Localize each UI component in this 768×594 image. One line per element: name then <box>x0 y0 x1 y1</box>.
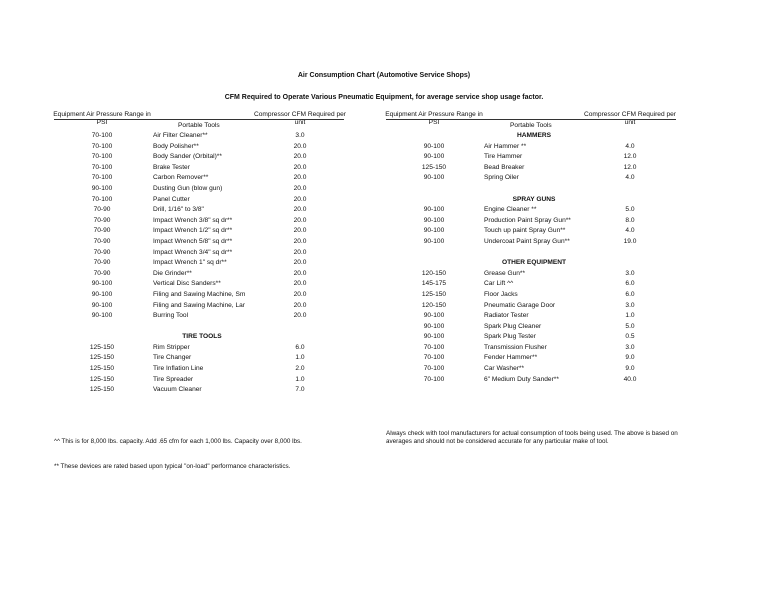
cfm-cell: 20.0 <box>293 195 307 203</box>
tool-name-cell: Floor Jacks <box>484 290 518 298</box>
table-row <box>384 163 684 174</box>
cfm-cell: 20.0 <box>293 184 307 192</box>
cfm-cell: 20.0 <box>293 290 307 298</box>
tool-name-cell: Tire Changer <box>153 354 192 362</box>
table-row <box>52 301 352 312</box>
table-row <box>52 290 352 301</box>
cfm-cell: 6.0 <box>295 343 305 351</box>
cfm-cell: 20.0 <box>293 206 307 214</box>
tool-name-cell: Filing and Sawing Machine, Sm <box>153 290 246 298</box>
tool-name-cell: Pneumatic Garage Door <box>484 301 556 309</box>
table-row <box>52 375 352 386</box>
cfm-cell: 20.0 <box>293 301 307 309</box>
cfm-cell: 4.0 <box>625 227 635 235</box>
tool-name-cell: Impact Wrench 3/8" sq dr** <box>153 216 233 224</box>
tire-tools-rows <box>52 343 352 396</box>
pressure-range-cell: 90-100 <box>91 280 113 288</box>
pressure-range-cell: 125-150 <box>421 290 447 298</box>
table-row <box>52 152 352 163</box>
pressure-range-cell: 90-100 <box>423 142 445 150</box>
table-row <box>384 152 684 163</box>
tool-name-cell: Vacuum Cleaner <box>153 386 202 394</box>
pressure-range-cell: 90-100 <box>91 184 113 192</box>
tool-name-cell: Body Polisher** <box>153 142 199 150</box>
pressure-range-cell: 70-100 <box>423 375 445 383</box>
cfm-cell: 6.0 <box>625 280 635 288</box>
tool-name-cell: Spark Plug Cleaner <box>484 322 542 330</box>
tool-name-cell: Panel Cutter <box>153 195 190 203</box>
cfm-cell: 8.0 <box>625 216 635 224</box>
pressure-range-cell: 90-100 <box>423 322 445 330</box>
tool-name-cell: Car Washer** <box>484 365 525 373</box>
cfm-cell: 5.0 <box>625 206 635 214</box>
table-row <box>384 311 684 322</box>
cfm-cell: 20.0 <box>293 280 307 288</box>
header-cfm-required: Compressor CFM Required per unit <box>254 111 346 126</box>
cfm-cell: 7.0 <box>295 386 305 394</box>
chart-title: Air Consumption Chart (Automotive Service Shops) <box>297 72 471 79</box>
tool-name-cell: 6" Medium Duty Sander** <box>484 375 559 383</box>
tool-name-cell: Burring Tool <box>153 312 189 320</box>
tool-name-cell: Tire Spreader <box>153 375 194 383</box>
left-table <box>52 111 352 396</box>
cfm-cell: 1.0 <box>295 375 305 383</box>
tool-name-cell: Bead Breaker <box>484 163 525 171</box>
pressure-range-cell: 70-90 <box>93 237 111 245</box>
tool-name-cell: Drill, 1/16" to 3/8" <box>153 206 204 214</box>
pressure-range-cell: 90-100 <box>91 312 113 320</box>
table-row <box>384 353 684 364</box>
pressure-range-cell: 125-150 <box>89 343 115 351</box>
table-row <box>384 216 684 227</box>
pressure-range-cell: 70-100 <box>91 163 113 171</box>
table-row <box>384 173 684 184</box>
pressure-range-cell: 70-90 <box>93 227 111 235</box>
pressure-range-cell: 90-100 <box>423 333 445 341</box>
tool-name-cell: Air Hammer ** <box>484 142 527 150</box>
tool-name-cell: Engine Cleaner ** <box>484 206 537 214</box>
cfm-cell: 20.0 <box>293 227 307 235</box>
cfm-cell: 12.0 <box>623 163 637 171</box>
table-row <box>52 205 352 216</box>
pressure-range-cell: 90-100 <box>423 237 445 245</box>
pressure-range-cell: 90-100 <box>91 301 113 309</box>
pressure-range-cell: 90-100 <box>423 216 445 224</box>
table-row <box>52 311 352 322</box>
table-row <box>384 226 684 237</box>
pressure-range-cell: 70-90 <box>93 206 111 214</box>
right-table-header <box>384 111 684 131</box>
pressure-range-cell: 70-100 <box>91 132 113 139</box>
table-row <box>52 385 352 396</box>
note-disclaimer: Always check with tool manufacturers for actual consumption of tools being used. The above is based on averages and should not be considered accurate for any particular make of tool. <box>386 430 678 445</box>
pressure-range-cell: 90-100 <box>423 174 445 182</box>
header-pressure-range: Equipment Air Pressure Range in PSI <box>53 111 151 126</box>
pressure-range-cell: 90-100 <box>423 312 445 320</box>
table-row <box>384 237 684 248</box>
table-row <box>52 353 352 364</box>
cfm-cell: 3.0 <box>295 132 305 139</box>
cfm-cell: 20.0 <box>293 269 307 277</box>
cfm-cell: 20.0 <box>293 142 307 150</box>
table-row <box>52 279 352 290</box>
cfm-cell: 0.5 <box>625 333 635 341</box>
cfm-cell: 5.0 <box>625 322 635 330</box>
tool-name-cell: Touch up paint Spray Gun** <box>484 227 566 235</box>
pressure-range-cell: 70-100 <box>423 354 445 362</box>
cfm-cell: 20.0 <box>293 248 307 256</box>
pressure-range-cell: 70-100 <box>91 195 113 203</box>
left-table-header <box>52 111 352 131</box>
pressure-range-cell: 90-100 <box>423 153 445 161</box>
pressure-range-cell: 70-100 <box>91 142 113 150</box>
tool-name-cell: Production Paint Spray Gun** <box>484 216 571 224</box>
tool-name-cell: Transmission Flusher <box>484 343 547 351</box>
pressure-range-cell: 70-90 <box>93 248 111 256</box>
table-row <box>384 364 684 375</box>
cfm-cell: 2.0 <box>295 365 305 373</box>
pressure-range-cell: 125-150 <box>89 354 115 362</box>
table-row <box>52 131 352 142</box>
table-row <box>52 343 352 354</box>
tool-name-cell: Impact Wrench 3/4" sq dr** <box>153 248 233 256</box>
header-pressure-range: Equipment Air Pressure Range in PSI <box>385 111 483 126</box>
section-hammers: HAMMERS <box>516 132 552 139</box>
table-row <box>52 248 352 259</box>
tool-name-cell: Rim Stripper <box>153 343 190 351</box>
table-row <box>52 216 352 227</box>
table-row <box>52 269 352 280</box>
pressure-range-cell: 125-150 <box>89 386 115 394</box>
cfm-cell: 1.0 <box>625 312 635 320</box>
right-table <box>384 111 684 385</box>
pressure-range-cell: 90-100 <box>423 206 445 214</box>
header-portable-tools: Portable Tools <box>510 122 552 129</box>
tool-name-cell: Dusting Gun (blow gun) <box>153 184 223 192</box>
left-rows <box>52 131 352 322</box>
pressure-range-cell: 70-100 <box>91 174 113 182</box>
table-row <box>52 226 352 237</box>
table-row <box>52 237 352 248</box>
cfm-cell: 20.0 <box>293 237 307 245</box>
cfm-cell: 6.0 <box>625 290 635 298</box>
header-portable-tools: Portable Tools <box>178 122 220 129</box>
section-tire-tools: TIRE TOOLS <box>182 333 222 341</box>
pressure-range-cell: 90-100 <box>423 227 445 235</box>
pressure-range-cell: 125-150 <box>421 163 447 171</box>
pressure-range-cell: 70-100 <box>423 343 445 351</box>
cfm-cell: 20.0 <box>293 216 307 224</box>
cfm-cell: 20.0 <box>293 259 307 267</box>
cfm-cell: 20.0 <box>293 174 307 182</box>
table-row <box>52 173 352 184</box>
cfm-cell: 20.0 <box>293 312 307 320</box>
cfm-cell: 4.0 <box>625 174 635 182</box>
tool-name-cell: Fender Hammer** <box>484 354 538 362</box>
table-row <box>52 258 352 269</box>
table-row <box>384 205 684 216</box>
pressure-range-cell: 125-150 <box>89 375 115 383</box>
cfm-cell: 19.0 <box>623 237 637 245</box>
cfm-cell: 12.0 <box>623 153 637 161</box>
tool-name-cell: Brake Tester <box>153 163 190 171</box>
chart-subtitle: CFM Required to Operate Various Pneumatic Equipment, for average service shop usage factor. <box>224 94 544 101</box>
note-car-lift: ^^ This is for 8,000 lbs. capacity. Add .65 cfm for each 1,000 lbs. Capacity over 8,000 lbs. <box>54 438 302 445</box>
other-equipment-rows <box>384 269 684 386</box>
pressure-range-cell: 70-100 <box>91 153 113 161</box>
pressure-range-cell: 120-150 <box>421 269 447 277</box>
tool-name-cell: Spring Oiler <box>484 174 519 182</box>
table-row <box>384 375 684 386</box>
pressure-range-cell: 145-175 <box>421 280 447 288</box>
section-other-equipment: OTHER EQUIPMENT <box>501 259 567 267</box>
cfm-cell: 20.0 <box>293 163 307 171</box>
table-row <box>384 332 684 343</box>
cfm-cell: 4.0 <box>625 142 635 150</box>
note-on-load: ** These devices are rated based upon typical "on-load" performance characteristics. <box>54 463 291 470</box>
table-row <box>384 301 684 312</box>
tool-name-cell: Impact Wrench 1/2" sq dr** <box>153 227 233 235</box>
tool-name-cell: Tire Hammer <box>484 153 523 161</box>
tool-name-cell: Spark Plug Tester <box>484 333 536 341</box>
tool-name-cell: Radiator Tester <box>484 312 529 320</box>
tool-name-cell: Filing and Sawing Machine, Lar <box>153 301 245 309</box>
tool-name-cell: Car Lift ^^ <box>484 280 514 288</box>
header-cfm-required: Compressor CFM Required per unit <box>584 111 676 126</box>
cfm-cell: 1.0 <box>295 354 305 362</box>
tool-name-cell: Body Sander (Orbital)** <box>153 153 222 161</box>
pressure-range-cell: 70-90 <box>93 216 111 224</box>
pressure-range-cell: 70-100 <box>423 365 445 373</box>
cfm-cell: 20.0 <box>293 153 307 161</box>
cfm-cell: 3.0 <box>625 301 635 309</box>
table-row <box>384 343 684 354</box>
pressure-range-cell: 125-150 <box>89 365 115 373</box>
pressure-range-cell: 70-90 <box>93 259 111 267</box>
table-row <box>384 142 684 153</box>
cfm-cell: 3.0 <box>625 343 635 351</box>
tool-name-cell: Tire Inflation Line <box>153 365 204 373</box>
table-row <box>384 269 684 280</box>
table-row <box>52 195 352 206</box>
cfm-cell: 9.0 <box>625 365 635 373</box>
spray-guns-rows <box>384 205 684 247</box>
tool-name-cell: Undercoat Paint Spray Gun** <box>484 237 570 245</box>
tool-name-cell: Carbon Remover** <box>153 174 209 182</box>
section-spray-guns: SPRAY GUNS <box>512 195 556 203</box>
cfm-cell: 9.0 <box>625 354 635 362</box>
table-row <box>52 364 352 375</box>
pressure-range-cell: 90-100 <box>91 290 113 298</box>
tool-name-cell: Vertical Disc Sanders** <box>153 280 221 288</box>
cfm-cell: 3.0 <box>625 269 635 277</box>
tool-name-cell: Impact Wrench 5/8" sq dr** <box>153 237 233 245</box>
tool-name-cell: Grease Gun** <box>484 269 526 277</box>
table-row <box>52 184 352 195</box>
table-row <box>52 163 352 174</box>
table-row <box>384 279 684 290</box>
hammers-rows <box>384 142 684 184</box>
tool-name-cell: Die Grinder** <box>153 269 192 277</box>
tool-name-cell: Air Filter Cleaner** <box>153 132 208 139</box>
pressure-range-cell: 120-150 <box>421 301 447 309</box>
tool-name-cell: Impact Wrench 1" sq dr** <box>153 259 227 267</box>
table-row <box>52 142 352 153</box>
cfm-cell: 40.0 <box>623 375 637 383</box>
table-row <box>384 322 684 333</box>
table-row <box>384 290 684 301</box>
pressure-range-cell: 70-90 <box>93 269 111 277</box>
